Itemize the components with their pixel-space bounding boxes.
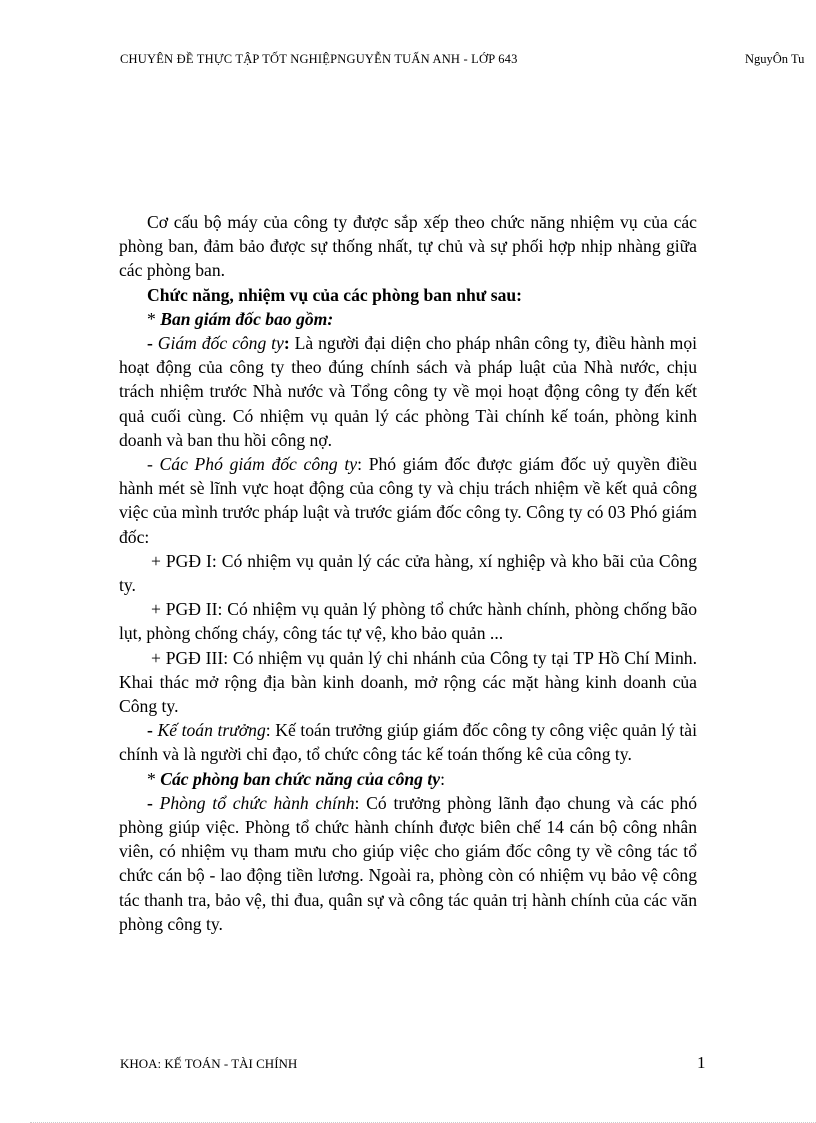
- director-description: Là người đại diện cho pháp nhân công ty, điều hành mọi hoạt động của công ty theo đúng chính sách và pháp luật của Nhà nước, chịu trách nhiệm trước Nhà nước và Tổng công ty về mọi hoạt động công ty đến kết quả cuối cùng. Có nhiệm vụ quản lý các phòng Tài chính kế toán, phòng kinh doanh và ban thu hồi công nợ.: [119, 333, 697, 450]
- term-chief-accountant: Kế toán trưởng: [157, 720, 266, 741]
- term-deputy-directors: - Các Phó giám đốc công ty: [147, 454, 358, 475]
- bullet-star: *: [147, 308, 161, 329]
- document-body: [119, 210, 697, 936]
- list-item-deputy-1: + PGĐ I: Có nhiệm vụ quản lý các cửa hàng, xí nghiệp và kho bãi của Công ty.: [119, 550, 697, 596]
- paragraph-admin-department: [119, 791, 697, 936]
- subheading-departments: [119, 767, 697, 791]
- list-item-deputy-3: + PGĐ III: Có nhiệm vụ quản lý chi nhánh của Công ty tại TP Hồ Chí Minh. Khai thác mở rộng địa bàn kinh doanh, mở rộng các mặt hàng kinh doanh của Công ty.: [119, 647, 697, 717]
- dash: -: [147, 720, 158, 741]
- running-header-author: NguyÔn Tu: [745, 52, 805, 66]
- colon: :: [283, 333, 295, 354]
- chief-accountant-description: : Kế toán trưởng giúp giám đốc công ty công việc quản lý tài chính và là người chỉ đạo, tổ chức công tác kế toán thống kê của công ty.: [119, 720, 697, 765]
- paragraph-intro: Cơ cấu bộ máy của công ty được sắp xếp theo chức năng nhiệm vụ của các phòng ban, đảm bảo được sự thống nhất, tự chủ và sự phối hợp nhịp nhàng giữa các phòng ban.: [119, 212, 697, 281]
- paragraph-chief-accountant: [119, 718, 697, 766]
- page-number: 1: [697, 1053, 706, 1072]
- subheading-board-of-directors: [119, 307, 697, 331]
- section-heading-functions: Chức năng, nhiệm vụ của các phòng ban như sau:: [147, 284, 523, 305]
- paragraph-deputy-directors: [119, 452, 697, 549]
- footer-faculty: KHOA: KẾ TOÁN - TÀI CHÍNH: [120, 1056, 298, 1071]
- subheading-board-label: Ban giám đốc bao gồm:: [160, 308, 334, 329]
- deputy-directors-description: : Phó giám đốc được giám đốc uỷ quyền điều hành mét sè lĩnh vực hoạt động của công ty và chịu trách nhiệm về kết quả công việc của mình trước pháp luật và trước giám đốc công ty. Công ty có 03 Phó giám đốc:: [119, 454, 698, 547]
- bullet-star: *: [147, 768, 161, 789]
- running-header-title: CHUYÊN ĐỀ THỰC TẬP TỐT NGHIỆPNGUYỄN TUẤN ANH - LỚP 643: [120, 52, 518, 66]
- dash: -: [147, 792, 160, 813]
- subheading-departments-label: Các phòng ban chức năng của công ty: [160, 768, 441, 789]
- dash: -: [147, 333, 158, 354]
- colon: :: [440, 768, 445, 789]
- paragraph-director: [119, 331, 697, 452]
- term-director: Giám đốc công ty: [157, 333, 284, 354]
- list-item-deputy-2: + PGĐ II: Có nhiệm vụ quản lý phòng tổ chức hành chính, phòng chống bão lụt, phòng chống cháy, công tác tự vệ, kho bảo quản ...: [119, 599, 697, 644]
- term-admin-department: Phòng tổ chức hành chính: [159, 792, 355, 813]
- admin-department-description: : Có trưởng phòng lãnh đạo chung và các phó phòng giúp việc. Phòng tổ chức hành chính được biên chế 14 cán bộ công nhân viên, có nhiệm vụ tham mưu cho giúp việc cho giám đốc công ty về công tác tổ chức cán bộ - lao động tiền lương. Ngoài ra, phòng còn có nhiệm vụ bảo vệ công tác thanh tra, bảo vệ, thi đua, quân sự và công tác quản trị hành chính của các văn phòng công ty.: [119, 792, 698, 934]
